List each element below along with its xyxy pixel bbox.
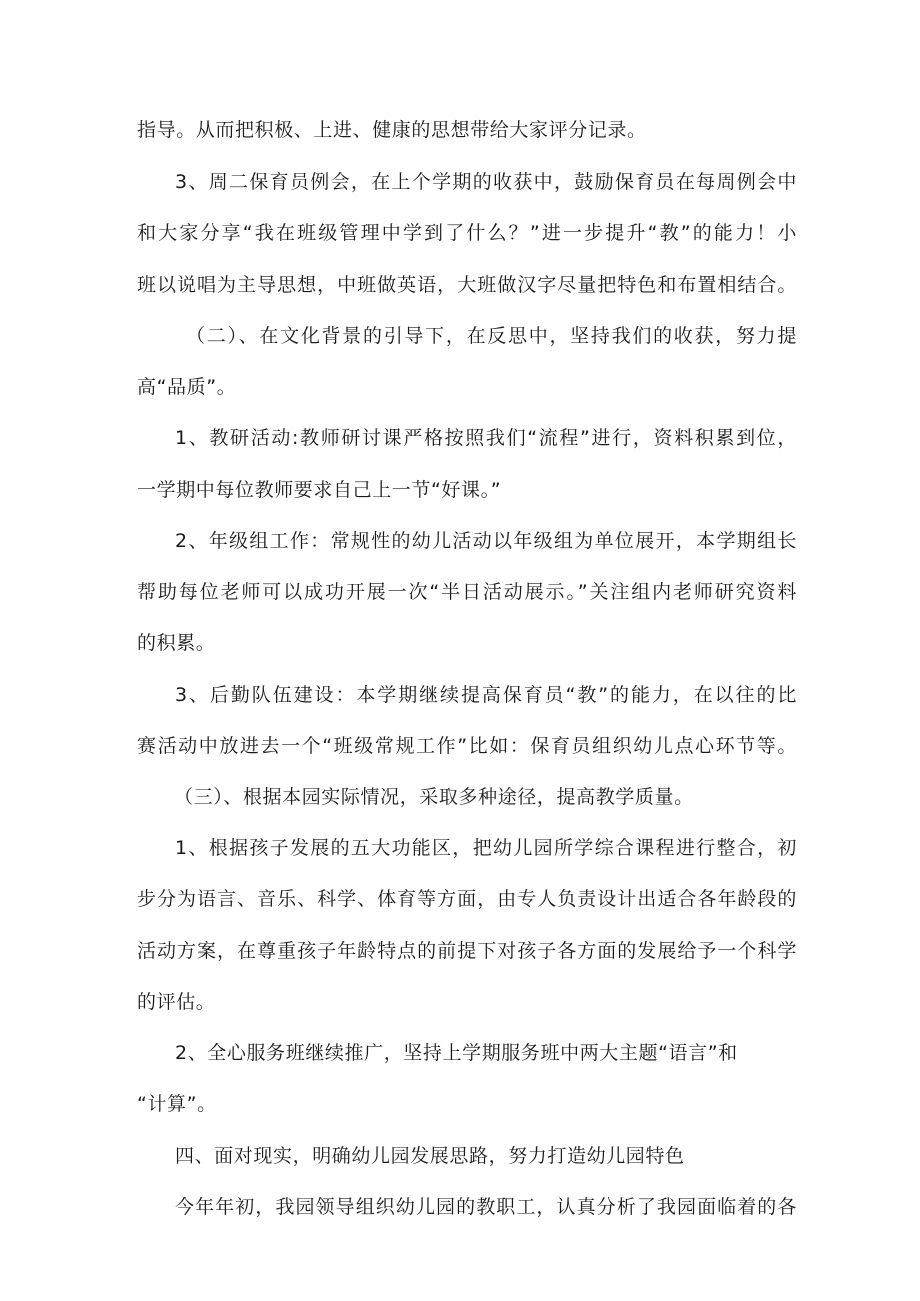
text-line: 赛活动中放进去一个“班级常规工作”比如：保育员组织幼儿点心环节等。 <box>137 735 797 757</box>
section-heading: （二）、在文化背景的引导下，在反思中，坚持我们的收获，努力提 <box>186 325 797 347</box>
text-line: 3、周二保育员例会，在上个学期的收获中，鼓励保育员在每周例会中 <box>175 171 797 193</box>
text-line: 3、后勤队伍建设：本学期继续提高保育员“教”的能力，在以往的比 <box>175 684 797 706</box>
text-line: 2、全心服务班继续推广，坚持上学期服务班中两大主题“语言”和 <box>175 1042 738 1064</box>
text-line: 帮助每位老师可以成功开展一次“半日活动展示。”关注组内老师研究资料 <box>137 581 797 603</box>
section-heading: （三）、根据本园实际情况，采取多种途径，提高教学质量。 <box>174 786 694 808</box>
text-line: 指导。从而把积极、上进、健康的思想带给大家评分记录。 <box>137 119 647 141</box>
section-heading: 四、面对现实，明确幼儿园发展思路，努力打造幼儿园特色 <box>175 1145 685 1167</box>
text-line: 1、教研活动:教师研讨课严格按照我们“流程”进行，资料积累到位， <box>175 427 797 449</box>
text-line: 步分为语言、音乐、科学、体育等方面，由专人负责设计出适合各年龄段的 <box>137 888 797 910</box>
text-line: 今年年初，我园领导组织幼儿园的教职工，认真分析了我园面临着的各 <box>175 1196 797 1218</box>
text-line: 和大家分享“我在班级管理中学到了什么？”进一步提升“教”的能力！小 <box>137 222 797 244</box>
text-line: 2、年级组工作：常规性的幼儿活动以年级组为单位展开，本学期组长 <box>175 530 797 552</box>
text-line: 班以说唱为主导思想，中班做英语，大班做汉字尽量把特色和布置相结合。 <box>137 274 797 296</box>
text-line: “计算”。 <box>137 1093 217 1115</box>
text-line: 的积累。 <box>137 632 216 654</box>
text-line: 1、根据孩子发展的五大功能区，把幼儿园所学综合课程进行整合，初 <box>175 837 797 859</box>
text-line: 活动方案，在尊重孩子年龄特点的前提下对孩子各方面的发展给予一个科学 <box>137 940 797 962</box>
text-line: 一学期中每位教师要求自己上一节“好课。” <box>137 479 502 501</box>
text-line: 的评估。 <box>137 991 216 1013</box>
text-line: 高“品质”。 <box>137 376 237 398</box>
